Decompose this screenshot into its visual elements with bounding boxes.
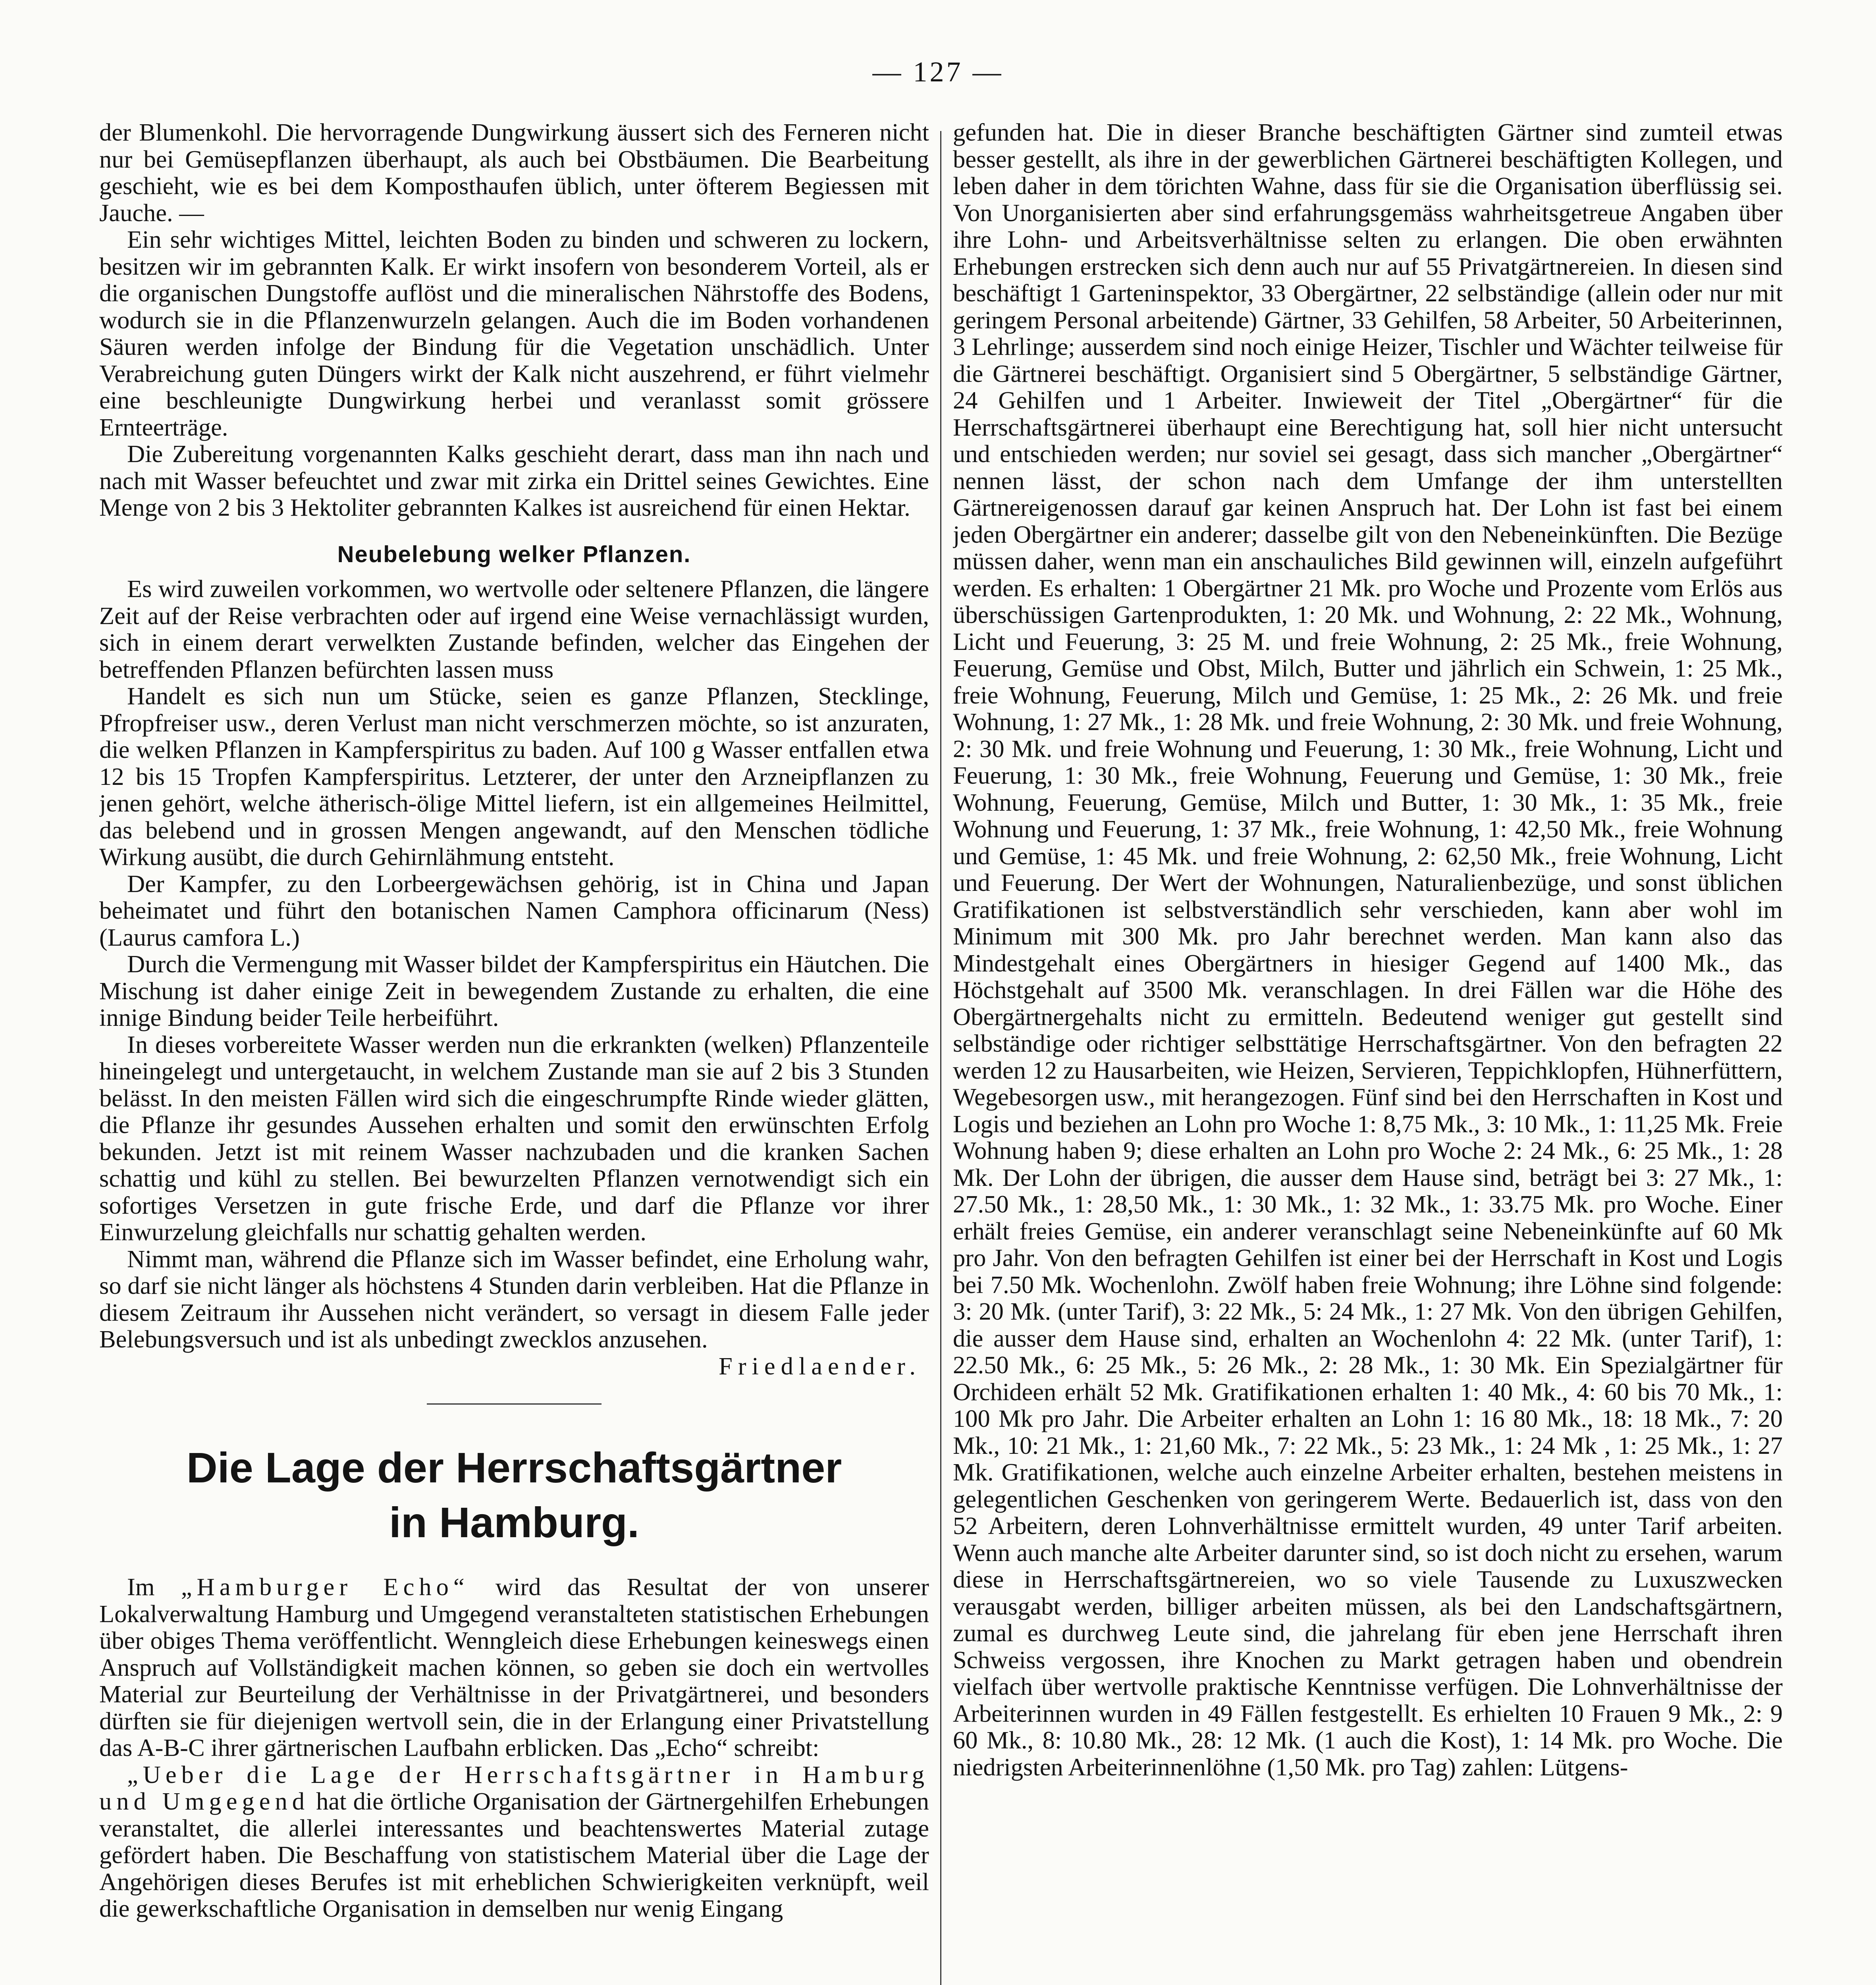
paragraph xyxy=(99,1761,929,1922)
paragraph: der Blumenkohl. Die hervorragende Dungwirkung äussert sich des Ferneren nicht nur bei Gemüsepflanzen überhaupt, als auch bei Obstbäumen. Die Bearbeitung geschieht, wie es bei dem Komposthaufen üblich, unter öfterem Begiessen mit Jauche. — xyxy=(99,119,929,227)
author-signature: Friedlaender. xyxy=(718,1352,921,1380)
paragraph: In dieses vorbereitete Wasser werden nun die erkrankten (welken) Pflanzenteile hineingelegt und untergetaucht, in welchem Zustande man sie auf 2 bis 3 Stunden belässt. In den meisten Fällen wird sich die eingeschrumpfte Rinde wieder glätten, die Pflanze ihr gesundes Aussehen erhalten und somit den erwünschten Erfolg bekunden. Jetzt ist mit reinem Wasser nachzubaden und die kranken Sachen schattig und kühl zu stellen. Bei bewurzelten Pflanzen vernotwendigt sich ein sofortiges Versetzen in gute frische Erde, und darf die Pflanze vor ihrer Einwurzelung gleichfalls nur schattig gehalten werden. xyxy=(99,1030,929,1246)
quote-title: „Ueber die Lage der Herrschaftsgärtner in Hamburg und Umgegend xyxy=(99,1760,929,1815)
paragraph xyxy=(99,1574,929,1761)
headline-line: in Hamburg. xyxy=(389,1498,640,1546)
section-subheading: Neubelebung welker Pflanzen. xyxy=(337,541,691,567)
headline-line: Die Lage der Herrschaftsgärtner xyxy=(186,1443,842,1492)
paragraph: gefunden hat. Die in dieser Branche beschäftigten Gärtner sind zumteil etwas besser gestellt, als ihre in der gewerblichen Gärtnerei beschäftigten Kollegen, und leben daher in dem törichten Wahne, dass für sie die Organisation überflüssig sei. Von Unorganisierten aber sind erfahrungsgemäss wahrheitsgetreue Angaben über ihre Lohn- und Arbeitsverhältnisse selten zu erlangen. Die oben erwähnten Erhebungen erstrecken sich denn auch nur auf 55 Privatgärtnereien. In diesen sind beschäftigt 1 Garteninspektor, 33 Obergärtner, 22 selbständige (allein oder nur mit geringem Personal arbeitende) Gärtner, 33 Gehilfen, 58 Arbeiter, 50 Arbeiterinnen, 3 Lehrlinge; ausserdem sind noch einige Heizer, Tischler und Wächter teilweise für die Gärtnerei beschäftigt. Organisiert sind 5 Obergärtner, 5 selbständige Gärtner, 24 Gehilfen und 1 Arbeiter. Inwieweit der Titel „Obergärtner“ für die Herrschaftsgärtnerei überhaupt eine Berechtigung hat, soll hier nicht untersucht und entschieden werden; nur soviel sei gesagt, dass sich mancher „Obergärtner“ nennen lässt, der schon nach dem Umfange der ihm unterstellten Gärtnereigenossen darauf gar keinen Anspruch hat. Der Lohn ist fast bei einem jeden Obergärtner ein anderer; dasselbe gilt von den Nebeneinkünften. Die Bezüge müssen daher, wenn man ein anschauliches Bild gewinnen will, einzeln aufgeführt werden. Es erhalten: 1 Obergärtner 21 Mk. pro Woche und Prozente vom Erlös aus überschüssigen Gartenprodukten, 1: 20 Mk. und Wohnung, 2: 22 Mk., Wohnung, Licht und Feuerung, 3: 25 M. und freie Wohnung, 2: 25 Mk., freie Wohnung, Feuerung, Gemüse und Obst, Milch, Butter und jährlich ein Schwein, 1: 25 Mk., freie Wohnung, Feuerung, Milch und Gemüse, 1: 25 Mk., 2: 26 Mk. und freie Wohnung, 1: 27 Mk., 1: 28 Mk. und freie Wohnung, 2: 30 Mk. und freie Wohnung, 2: 30 Mk. und freie Wohnung und Feuerung, 1: 30 Mk., freie Wohnung, Licht und Feuerung, 1: 30 Mk., freie Wohnung, Feuerung und Gemüse, 1: 30 Mk., freie Wohnung, Feuerung, Gemüse, Milch und Butter, 1: 30 Mk., 1: 35 Mk., freie Wohnung und Feuerung, 1: 37 Mk., freie Wohnung, 1: 42,50 Mk., freie Wohnung und Gemüse, 1: 45 Mk. und freie Wohnung, 2: 62,50 Mk., freie Wohnung, Licht und Feuerung. Der Wert der Wohnungen, Naturalienbezüge, und sonst üblichen Gratifikationen ist selbstverständlich sehr verschieden, kann aber wohl im Minimum mit 300 Mk. pro Jahr berechnet werden. Man kann also das Mindestgehalt eines Obergärtners in hiesiger Gegend auf 1400 Mk., das Höchstgehalt auf 3500 Mk. veranschlagen. In drei Fällen war die Höhe des Obergärtnergehalts nicht zu ermitteln. Bedeutend weniger gut gestellt sind selbständige oder richtiger selbsttätige Herrschaftsgärtner. Von den befragten 22 werden 12 zu Hausarbeiten, wie Heizen, Servieren, Teppichklopfen, Hühnerfüttern, Wegebesorgen usw., mit herangezogen. Fünf sind bei den Herrschaften in Kost und Logis und beziehen an Lohn pro Woche 1: 8,75 Mk., 3: 10 Mk., 1: 11,25 Mk. Freie Wohnung haben 9; diese erhalten an Lohn pro Woche 2: 24 Mk., 6: 25 Mk., 1: 28 Mk. Der Lohn der übrigen, die ausser dem Hause sind, beträgt bei 3: 27 Mk., 1: 27.50 Mk., 1: 28,50 Mk., 1: 30 Mk., 1: 32 Mk., 1: 33.75 Mk. pro Woche. Einer erhält freies Gemüse, ein anderer veranschlagt seine Nebeneinkünfte auf 60 Mk pro Jahr. Von den befragten Gehilfen ist einer bei der Herrschaft in Kost und Logis bei 7.50 Mk. Wochenlohn. Zwölf haben freie Wohnung; ihre Löhne sind folgende: 3: 20 Mk. (unter Tarif), 3: 22 Mk., 5: 24 Mk., 1: 27 Mk. Von den übrigen Gehilfen, die ausser dem Hause sind, erhalten an Wochenlohn 4: 22 Mk. (unter Tarif), 1: 22.50 Mk., 6: 25 Mk., 5: 26 Mk., 2: 28 Mk., 1: 30 Mk. Ein Spezialgärtner für Orchideen erhält 52 Mk. Gratifikationen erhalten 1: 40 Mk., 4: 60 bis 70 Mk., 1: 100 Mk pro Jahr. Die Arbeiter erhalten an Lohn 1: 16 80 Mk., 18: 18 Mk., 7: 20 Mk., 10: 21 Mk., 1: 21,60 Mk., 7: 22 Mk., 5: 23 Mk., 1: 24 Mk , 1: 25 Mk., 1: 27 Mk. Gratifikationen, welche auch einzelne Arbeiter erhalten, bestehen meistens in gelegentlichen Geschenken von geringerem Werte. Bedauerlich ist, dass von den 52 Arbeitern, deren Lohnverhältnisse ermittelt wurden, 49 unter Tarif arbeiten. Wenn auch manche alte Arbeiter darunter sind, so ist doch nicht zu ersehen, warum diese in Herrschaftsgärtnereien, wo so viele Tausende zu Luxuszwecken verausgabt werden, billiger arbeiten müssen, als bei den Landschaftsgärtnern, zumal es durchweg Leute sind, die jahrelang für eben jene Herrschaft ihren Schweiss vergossen, ihre Knochen zu Markt getragen haben und obendrein vielfach über wertvolle praktische Kenntnisse verfügen. Die Lohnverhältnisse der Arbeiterinnen wurden in 49 Fällen festgestellt. Es erhielten 10 Frauen 9 Mk., 2: 9 60 Mk., 8: 10.80 Mk., 28: 12 Mk. (1 auch die Kost), 1: 14 Mk. pro Woche. Die niedrigsten Arbeiterinnenlöhne (1,50 Mk. pro Tag) zahlen: Lütgens- xyxy=(953,119,1783,1781)
paragraph: Es wird zuweilen vorkommen, wo wertvolle oder seltenere Pflanzen, die längere Zeit auf der Reise verbrachten oder auf irgend eine Weise vernachlässigt wurden, sich in einem derart verwelkten Zustande befinden, welcher das Eingehen der betreffenden Pflanzen befürchten lassen muss xyxy=(99,575,929,683)
page-number: — 127 — xyxy=(872,56,1004,88)
paragraph: Durch die Vermengung mit Wasser bildet der Kampferspiritus ein Häutchen. Die Mischung ist daher einige Zeit in bewegendem Zustande zu erhalten, die eine innige Bindung beider Teile herbeiführt. xyxy=(99,950,929,1031)
paragraph: Ein sehr wichtiges Mittel, leichten Boden zu binden und schweren zu lockern, besitzen wir im gebrannten Kalk. Er wirkt insofern von besonderem Vorteil, als er die organischen Dungstoffe auflöst und die mineralischen Nährstoffe des Bodens, wodurch sie in die Pflanzenwurzeln gelangen. Auch die im Boden vorhandenen Säuren werden infolge der Bindung für die Vegetation unschädlich. Unter Verabreichung guten Düngers wirkt der Kalk nicht auszehrend, er führt vielmehr eine beschleunigte Dungwirkung herbei und veranlasst somit grössere Ernteerträge. xyxy=(99,225,929,441)
paragraph: Nimmt man, während die Pflanze sich im Wasser befindet, eine Erholung wahr, so darf sie nicht länger als höchstens 4 Stunden darin verbleiben. Hat die Pflanze in diesem Zeitraum ihr Aussehen nicht verändert, so versagt in diesem Falle jeder Belebungsversuch und ist als unbedingt zwecklos anzusehen. xyxy=(99,1245,929,1353)
left-column xyxy=(99,119,929,1985)
paragraph: Die Zubereitung vorgenannten Kalks geschieht derart, dass man ihn nach und nach mit Wasser befeuchtet und zwar mit zirka ein Drittel seines Gewichtes. Eine Menge von 2 bis 3 Hektoliter gebrannten Kalkes ist ausreichend für einen Hektar. xyxy=(99,440,929,521)
article-headline xyxy=(99,1440,929,1550)
section-divider xyxy=(427,1403,602,1405)
paragraph: Der Kampfer, zu den Lorbeergewächsen gehörig, ist in China und Japan beheimatet und führt den botanischen Namen Camphora officinarum (Ness) (Laurus camfora L.) xyxy=(99,869,929,951)
text-run: wird das Resultat der von unserer Lokalverwaltung Hamburg und Umgegend veranstalteten statistischen Erhebungen über obiges Thema veröffentlicht. Wenngleich diese Erhebungen keineswegs einen Anspruch auf Vollständigkeit machen können, so geben sie doch ein wertvolles Material zur Beurteilung der Verhältnisse in der Privatgärtnerei, und besonders dürften sie für diejenigen wertvoll sein, die in der Erlangung einer Privatstellung das A-B-C ihrer gärtnerischen Laufbahn erblicken. Das „Echo“ schreibt: xyxy=(99,1573,929,1761)
text-run: hat die örtliche Organisation der Gärtnergehilfen Erhebungen veranstaltet, die allerlei interessantes und beachtenswertes Material zutage gefördert haben. Die Beschaffung von statistischem Material über die Lage der Angehörigen dieses Berufes ist mit erheblichen Schwierigkeiten verknüpft, weil die gewerkschaftliche Organisation in demselben nur wenig Eingang xyxy=(99,1787,929,1922)
right-column xyxy=(953,119,1783,1985)
text-run: Im xyxy=(127,1573,181,1601)
newspaper-name: „Hamburger Echo“ xyxy=(181,1573,469,1601)
column-divider xyxy=(940,131,941,1985)
paragraph: Handelt es sich nun um Stücke, seien es ganze Pflanzen, Stecklinge, Pfropfreiser usw., deren Verlust man nicht verschmerzen möchte, so ist anzuraten, die welken Pflanzen in Kampferspiritus zu baden. Auf 100 g Wasser entfallen etwa 12 bis 15 Tropfen Kampferspiritus. Letzterer, der unter den Arzneipflanzen zu jenen gehört, welche ätherisch-ölige Mittel liefern, ist ein allgemeines Heilmittel, das belebend und in grossen Mengen angewandt, auf den Menschen tödliche Wirkung ausübt, die durch Gehirnlähmung entsteht. xyxy=(99,682,929,871)
